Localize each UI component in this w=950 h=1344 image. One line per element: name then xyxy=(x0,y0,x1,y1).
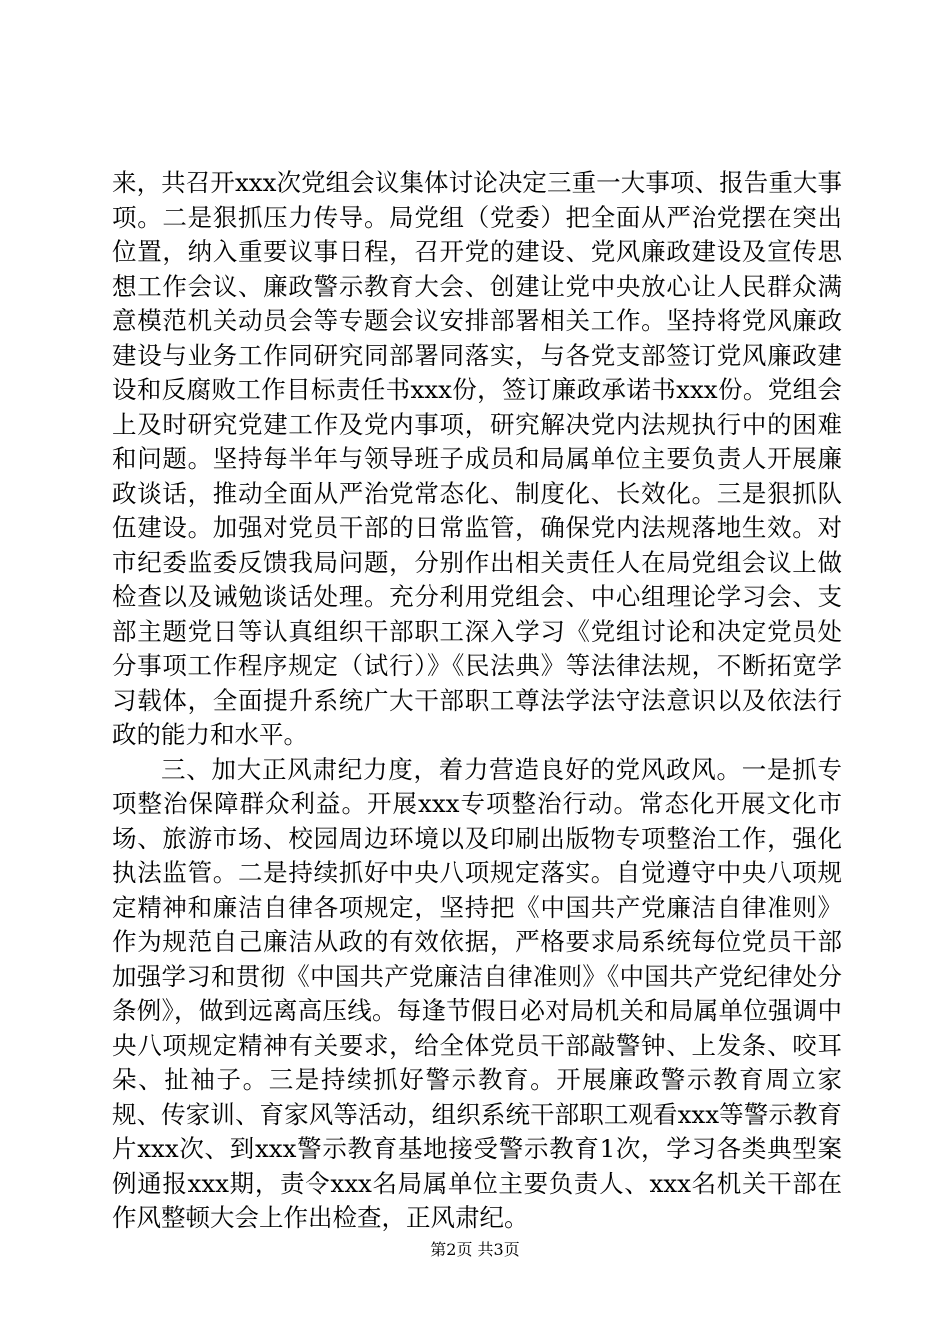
paragraph-2: 三、加大正风肃纪力度，着力营造良好的党风政风。一是抓专项整治保障群众利益。开展xxx专项整治行动。常态化开展文化市场、旅游市场、校园周边环境以及印刷出版物专项整治工作，强化执法监管。二是持续抓好中央八项规定落实。自觉遵守中央八项规定精神和廉洁自律各项规定，坚持把《中国共产党廉洁自律准则》作为规范自己廉洁从政的有效依据，严格要求局系统每位党员干部加强学习和贯彻《中国共产党廉洁自律准则》《中国共产党纪律处分条例》，做到远离高压线。每逢节假日必对局机关和局属单位强调中央八项规定精神有关要求，给全体党员干部敲警钟、上发条、咬耳朵、扯袖子。三是持续抓好警示教育。开展廉政警示教育周立家规、传家训、育家风等活动，组织系统干部职工观看xxx等警示教育片xxx次、到xxx警示教育基地接受警示教育1次，学习各类典型案例通报xxx期，责令xxx名局属单位主要负责人、xxx名机关干部在作风整顿大会上作出检查，正风肃纪。 xyxy=(112,754,842,1232)
paragraph-1: 来，共召开xxx次党组会议集体讨论决定三重一大事项、报告重大事项。二是狠抓压力传导。局党组（党委）把全面从严治党摆在突出位置，纳入重要议事日程，召开党的建设、党风廉政建设及宣传思想工作会议、廉政警示教育大会、创建让党中央放心让人民群众满意模范机关动员会等专题会议安排部署相关工作。坚持将党风廉政建设与业务工作同研究同部署同落实，与各党支部签订党风廉政建设和反腐败工作目标责任书xxx份，签订廉政承诺书xxx份。党组会上及时研究党建工作及党内事项，研究解决党内法规执行中的困难和问题。坚持每半年与领导班子成员和局属单位主要负责人开展廉政谈话，推动全面从严治党常态化、制度化、长效化。三是狠抓队伍建设。加强对党员干部的日常监管，确保党内法规落地生效。对市纪委监委反馈我局问题，分别作出相关责任人在局党组会议上做检查以及诫勉谈话处理。充分利用党组会、中心组理论学习会、支部主题党日等认真组织干部职工深入学习《党组讨论和决定党员处分事项工作程序规定（试行）》《民法典》等法律法规，不断拓宽学习载体，全面提升系统广大干部职工尊法学法守法意识以及依法行政的能力和水平。 xyxy=(112,168,842,749)
body-text xyxy=(112,166,842,1236)
page-footer: 第2页 共3页 xyxy=(430,1240,520,1259)
